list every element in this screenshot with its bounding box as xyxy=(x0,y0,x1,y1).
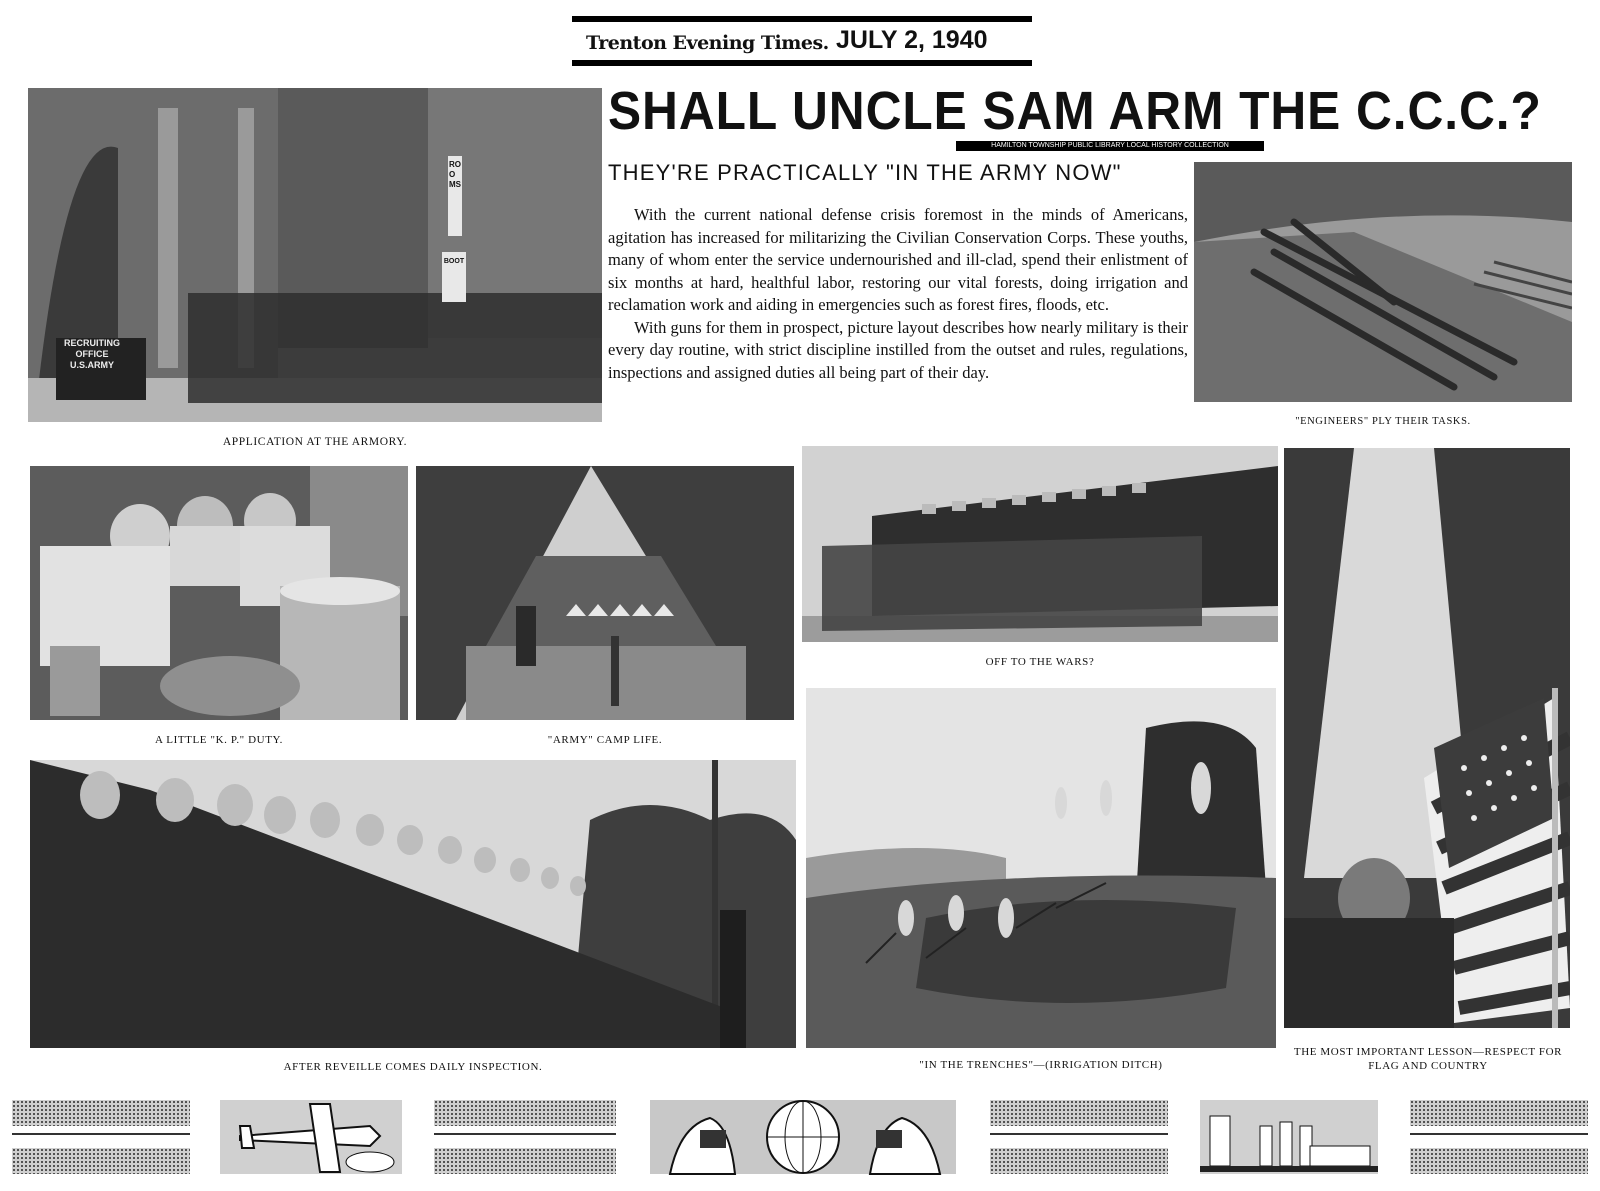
article-body xyxy=(608,204,1188,384)
armory-photo xyxy=(28,88,602,422)
rule-line xyxy=(434,1133,616,1135)
trenches-caption: "IN THE TRENCHES"—(IRRIGATION DITCH) xyxy=(919,1059,1163,1071)
camp-life-photo xyxy=(416,466,794,720)
wars-photo xyxy=(802,446,1278,642)
subheadline: THEY'RE PRACTICALLY "IN THE ARMY NOW" xyxy=(608,160,1122,185)
wars-caption: OFF TO THE WARS? xyxy=(985,656,1095,668)
airplane-icon xyxy=(220,1096,402,1178)
inspection-photo xyxy=(30,760,796,1048)
halftone-block xyxy=(1410,1148,1588,1174)
rule-line xyxy=(990,1133,1168,1135)
halftone-block xyxy=(434,1148,616,1174)
kp-duty-photo xyxy=(30,466,408,720)
halftone-block xyxy=(990,1148,1168,1174)
masthead-top-rule xyxy=(572,16,1032,22)
masthead-bottom-rule xyxy=(572,60,1032,66)
engineers-caption: "ENGINEERS" PLY THEIR TASKS. xyxy=(1295,416,1471,427)
camp-life-caption: "ARMY" CAMP LIFE. xyxy=(547,734,663,746)
rooms-sign: ROOMS xyxy=(449,160,461,189)
recruiting-sign: RECRUITING OFFICE U.S.ARMY xyxy=(64,338,120,370)
flag-caption: THE MOST IMPORTANT LESSON—RESPECT FOR FLAG AND COUNTRY xyxy=(1293,1046,1563,1072)
masthead-date: JULY 2, 1940 xyxy=(836,26,988,54)
halftone-block xyxy=(12,1148,190,1174)
flag-photo xyxy=(1284,448,1570,1028)
boot-sign: BOOT xyxy=(443,258,465,265)
inspection-caption: AFTER REVEILLE COMES DAILY INSPECTION. xyxy=(283,1061,543,1073)
armory-caption: APPLICATION AT THE ARMORY. xyxy=(222,436,408,448)
rule-line xyxy=(1410,1133,1588,1135)
headline: SHALL UNCLE SAM ARM THE C.C.C.? xyxy=(608,81,1542,141)
halftone-block xyxy=(990,1100,1168,1126)
cameramen-globe-icon xyxy=(650,1096,956,1178)
paragraph-1: With the current national defense crisis foremost in the minds of Americans, agitation has increased for militarizing the Civilian Conservation Corps. These youths, many of whom enter the service undernourished and ill-clad, spend their enlistment of six months at hard, healthful labor, restoring our vital forests, doing irrigation and reclamation work and aiding in emergencies such as forest fires, floods, etc. xyxy=(608,205,1188,314)
trenches-photo xyxy=(806,688,1276,1048)
halftone-block xyxy=(434,1100,616,1126)
collection-credit: HAMILTON TOWNSHIP PUBLIC LIBRARY LOCAL HISTORY COLLECTION xyxy=(991,142,1229,149)
halftone-block xyxy=(1410,1100,1588,1126)
rule-line xyxy=(12,1133,190,1135)
masthead xyxy=(572,24,1032,60)
factory-icon xyxy=(1200,1096,1378,1178)
paragraph-2: With guns for them in prospect, picture layout describes how nearly military is their every day routine, with strict discipline instilled from the outset and rules, regulations, inspections and assigned duties all being part of their day. xyxy=(608,317,1188,382)
kp-duty-caption: A LITTLE "K. P." DUTY. xyxy=(154,734,283,746)
paper-name: Trenton Evening Times. xyxy=(586,32,829,54)
engineers-photo xyxy=(1194,162,1572,402)
halftone-block xyxy=(12,1100,190,1126)
